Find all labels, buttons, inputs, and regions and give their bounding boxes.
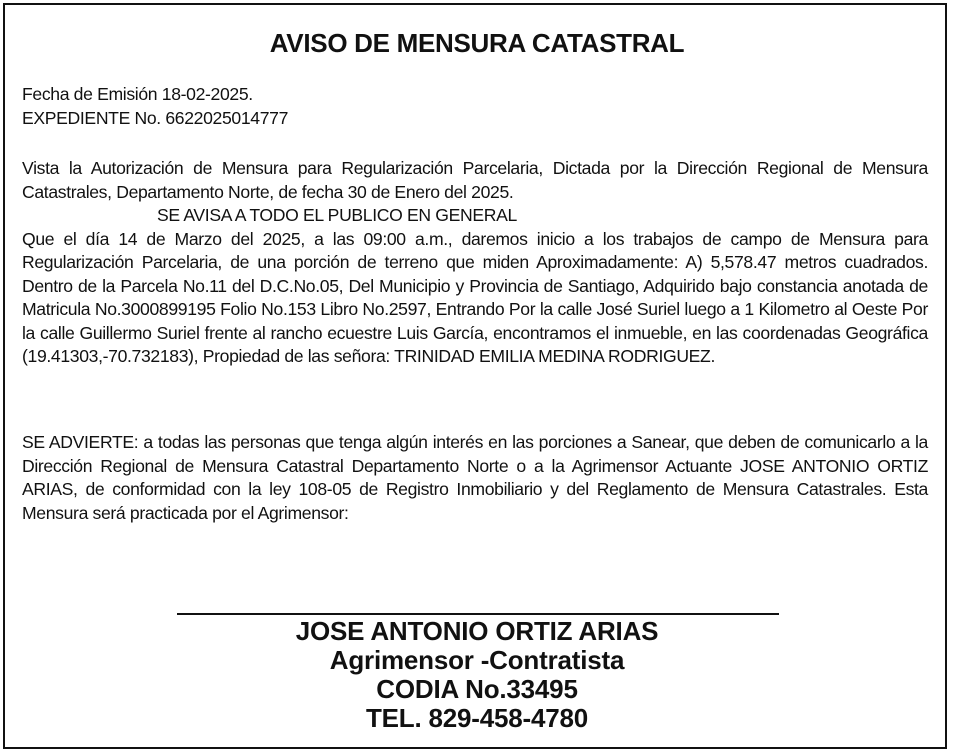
issue-date: Fecha de Emisión 18-02-2025. (22, 84, 253, 104)
codia-number: CODIA No.33495 (376, 674, 578, 704)
notice-body-text: Que el día 14 de Marzo del 2025, a las 09:00 a.m., daremos inicio a los trabajos de campo de Mensura para Regularización Parcelaria, de una porción de terreno que miden Aproximadamente: A) 5,578.47 metros cuadrados. Dentro de la Parcela No.11 del D.C.No.05, Del Municipio y Provincia de Santiago, Adquirido bajo constancia anotada de Matricula No.3000899195 Folio No.153 Libro No.2597, Entrando Por la calle José Suriel luego a 1 Kilometro al Oeste Por la calle Guillermo Suriel frente al rancho ecuestre Luis García, encontramos el inmueble, en las coordenadas Geográfica (19.41303,-70.732183), Propiedad de las señora: TRINIDAD EMILIA MEDINA RODRIGUEZ. (22, 228, 928, 366)
public-notice-heading: SE AVISA A TODO EL PUBLICO EN GENERAL (157, 205, 517, 225)
authorization-text: Vista la Autorización de Mensura para Regularización Parcelaria, Dictada por la Dirección Regional de Mensura Catastrales, Departamento Norte, de fecha 30 de Enero del 2025. (22, 158, 928, 202)
warning-paragraph (22, 431, 928, 525)
notice-frame (3, 3, 947, 749)
authorization-paragraph (22, 157, 928, 369)
file-number: EXPEDIENTE No. 6622025014777 (22, 107, 289, 128)
header-info (22, 83, 928, 130)
signature-block (5, 617, 949, 733)
signature-line (177, 613, 779, 615)
surveyor-name: JOSE ANTONIO ORTIZ ARIAS (295, 616, 659, 646)
surveyor-role: Agrimensor -Contratista (329, 645, 625, 675)
warning-text: SE ADVIERTE: a todas las personas que tenga algún interés en las porciones a Sanear, que deben de comunicarlo a la Dirección Regional de Mensura Catastral Departamento Norte o a la Agrimensor Actuante JOSE ANTONIO ORTIZ ARIAS, de conformidad con la ley 108-05 de Registro Inmobiliario y del Reglamento de Mensura Catastrales. Esta Mensura será practicada por el Agrimensor: (22, 432, 928, 523)
phone-number: TEL. 829-458-4780 (365, 703, 589, 733)
notice-title: AVISO DE MENSURA CATASTRAL (269, 28, 685, 58)
